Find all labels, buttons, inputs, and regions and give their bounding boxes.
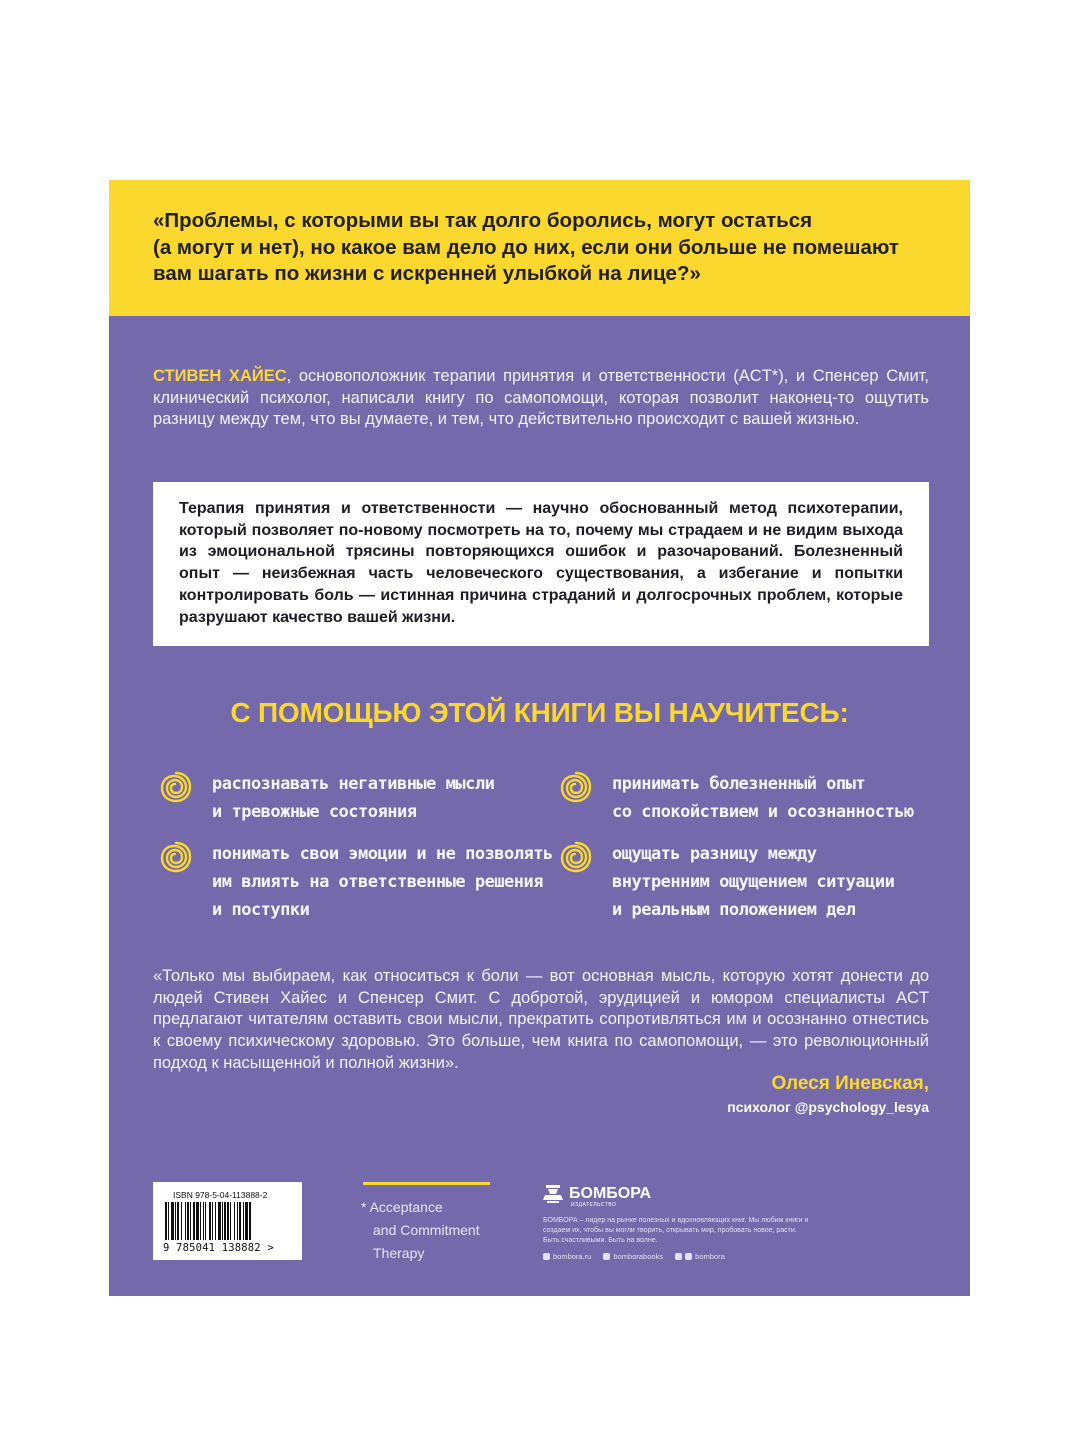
spiral-icon (159, 770, 193, 804)
footnote-divider (363, 1182, 490, 1185)
social-icon (675, 1253, 682, 1260)
publisher-links (543, 1252, 823, 1261)
spiral-icon (559, 840, 593, 874)
top-quote-line: «Проблемы, с которыми вы так долго боролись, могут остаться (153, 209, 813, 232)
skill-line: и тревожные состояния (212, 802, 417, 822)
skill-line: принимать болезненный опыт (612, 774, 866, 794)
description-box (153, 482, 929, 646)
top-quote-line: (а могут и нет), но какое вам дело до них, если они больше не помешают (153, 235, 899, 259)
isbn-digits: 9 785041 138882 > (163, 1242, 274, 1254)
review-quote: «Только мы выбираем, как относиться к боли — вот основная мысль, которую хотят донести до людей Стивен Хайес и Спенсер Смит. С добротой, эрудицией и юмором специалисты ACT предлагают читателям оставить свои мысли, прекратить сопротивляться им и осознанно отнестись к своему психическому здоровью. Это больше, чем книга по самопомощи, — это революционный подход к насыщенной и полной жизни». (153, 967, 929, 1072)
vk-icon (603, 1253, 610, 1260)
publisher-sub: ИЗДАТЕЛЬСТВО (571, 1202, 617, 1208)
top-quote (109, 180, 970, 316)
skill-line: понимать свои эмоции и не позволять (212, 844, 553, 864)
site-link[interactable]: bombora.ru (543, 1252, 591, 1261)
spiral-icon (159, 840, 193, 874)
authors-paragraph (153, 366, 929, 431)
isbn-barcode (153, 1182, 302, 1260)
globe-icon (543, 1253, 550, 1260)
publisher-name: БОМБОРА (569, 1185, 652, 1202)
footnote (361, 1196, 480, 1265)
reviewer-name: Олеся Иневская, (771, 1073, 929, 1094)
isbn-label: ISBN 978-5-04-113888-2 (173, 1190, 268, 1200)
spiral-icon (559, 770, 593, 804)
social-link[interactable]: bombora (675, 1252, 725, 1261)
reviewer-role: психолог @psychology_lesya (727, 1099, 929, 1115)
skill-line: внутренним ощущением ситуации (612, 872, 895, 892)
footnote-line: and Commitment (373, 1222, 480, 1238)
authors-text: , основоположник терапии принятия и ответственности (ACT*), и Спенсер Смит, клинический психолог, написали книгу по самопомощи, которая позволит наконец-то ощутить разницу между тем, что вы думаете, и тем, что действительно происходит с вашей жизнью. (153, 367, 929, 429)
skill-line: и поступки (212, 900, 310, 920)
video-icon (685, 1253, 692, 1260)
publisher-description: БОМБОРА – лидер на рынке полезных и вдохновляющих книг. Мы любим книги и создаем их, чтобы вы могли творить, открывать мир, пробовать новое, расти. Быть счастливыми. Быть на волне. (543, 1217, 809, 1244)
skill-line: ощущать разницу между (612, 844, 817, 864)
skill-line: и реальным положением дел (612, 900, 856, 920)
barcode-icon (161, 1202, 294, 1242)
skill-line: распознавать негативные мысли (212, 774, 495, 794)
skill-line: им влиять на ответственные решения (212, 872, 543, 892)
skill-line: со спокойствием и осознанностью (612, 802, 914, 822)
description-text: Терапия принятия и ответственности — научно обоснованный метод психотерапии, который позволяет по-новому посмотреть на то, почему мы страдаем и не видим выхода из эмоциональной трясины повторяющихся ошибок и разочарований. Болезненный опыт — неизбежная часть человеческого существования, а избегание и попытки контролировать боль — истинная причина страданий и долгосрочных проблем, которые разрушают качество вашей жизни. (179, 500, 903, 626)
top-quote-line: вам шагать по жизни с искренней улыбкой на лице?» (153, 262, 701, 285)
author-name-highlight: СТИВЕН ХАЙЕС (153, 367, 287, 385)
footnote-line: * Acceptance (361, 1199, 443, 1215)
book-back-cover (109, 180, 970, 1296)
learn-heading: С ПОМОЩЬЮ ЭТОЙ КНИГИ ВЫ НАУЧИТЕСЬ: (230, 697, 849, 728)
footnote-line: Therapy (373, 1245, 425, 1261)
social-link[interactable]: bomborabooks (603, 1252, 663, 1261)
